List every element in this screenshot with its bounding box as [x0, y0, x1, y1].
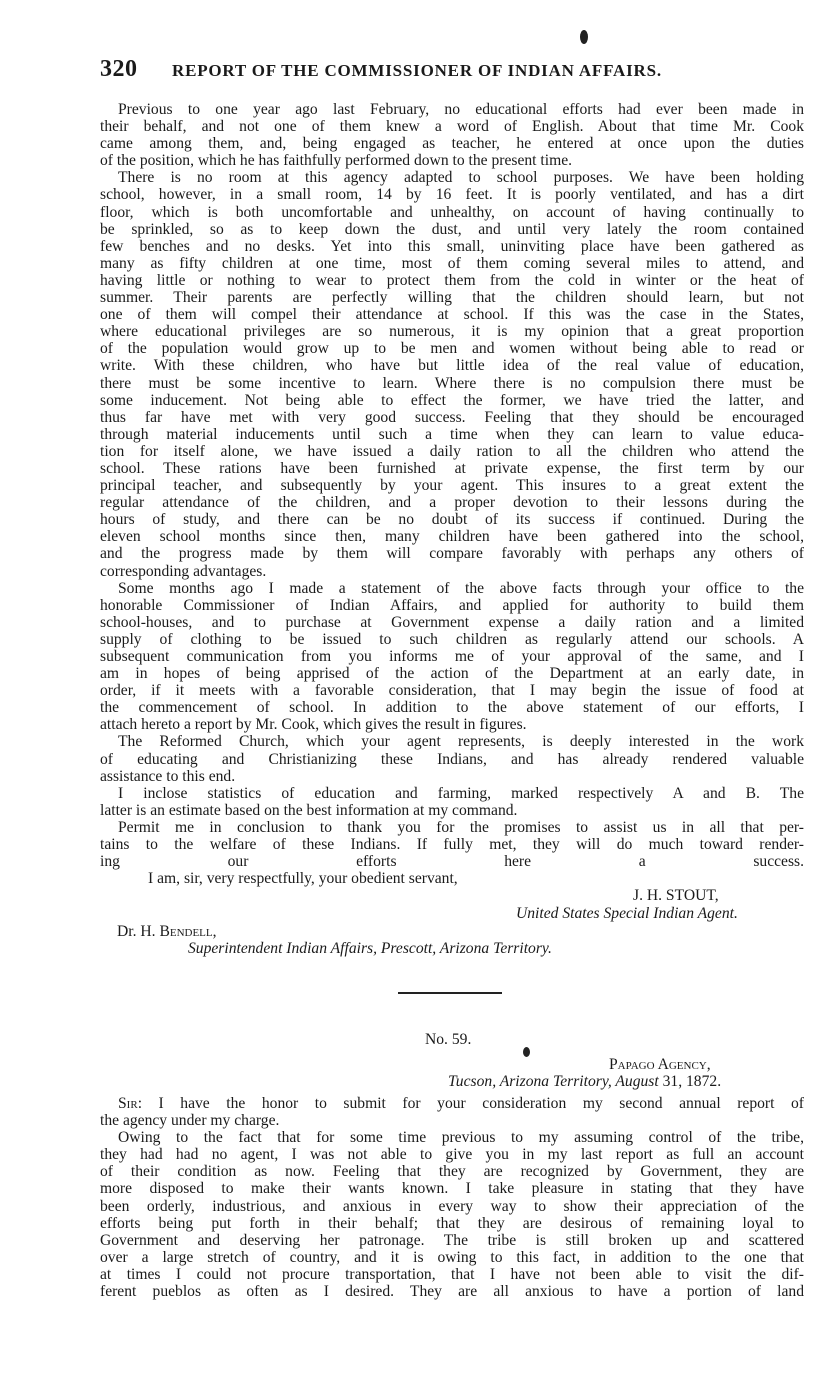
body-line: I am, sir, very respectfully, your obedient servant,: [148, 870, 458, 888]
body-line: hours of study, and there can be no doubt of its success if continued. During the: [100, 511, 804, 529]
body-line: supply of clothing to be issued to such children as regularly attend our schools. A: [100, 630, 804, 648]
body-line: been orderly, industrious, and anxious in every way to show their appreciation of the: [100, 1197, 804, 1215]
addressee-name-surname: Bendell,: [159, 923, 217, 940]
body-line: assistance to this end.: [100, 767, 236, 785]
body-line: Previous to one year ago last February, no educational efforts had ever been made in: [118, 101, 804, 118]
report-body-section1: [100, 101, 804, 887]
body-line: corresponding advantages.: [100, 562, 267, 580]
body-line: their behalf, and not one of them knew a word of English. About that time Mr. Cook: [100, 118, 804, 136]
salutation: Sir: [118, 1095, 138, 1112]
body-line: subsequent communication from you informs me of your approval of the same, and I: [100, 648, 804, 665]
body-line: order, if it meets with a favorable consideration, that I may begin the issue of food at: [100, 682, 804, 700]
report-body-section2: [100, 1095, 804, 1300]
body-line: summer. Their parents are perfectly willing that the children should learn, but not: [100, 289, 804, 307]
page-number: 320: [100, 56, 138, 82]
body-line: be sprinkled, so as to keep down the dust, and until very lately the room contained: [100, 220, 804, 238]
body-line: tion for itself alone, we have issued a daily ration to all the children who attend the: [100, 442, 804, 460]
body-line: came among them, and, being engaged as teacher, he entered at once upon the duties: [100, 135, 804, 153]
body-line: write. With these children, who have but little idea of the real value of education,: [100, 357, 804, 375]
body-line: school-houses, and to purchase at Government expense a daily ration and a limited: [100, 613, 804, 631]
body-line: There is no room at this agency adapted to school purposes. We have been holding: [118, 169, 804, 187]
body-line: of the population would grow up to be men and women without being able to read or: [100, 340, 804, 358]
body-line: efforts being put forth in their behalf; that they are desirous of remaining loyal to: [100, 1214, 804, 1232]
body-line: some inducement. Not being able to effect the former, we have tried the latter, and: [100, 391, 804, 409]
salutation-text: : I have the honor to submit for your consideration my second annual report of: [137, 1095, 804, 1112]
body-line: having little or nothing to wear to protect them from the cold in winter or the heat of: [100, 271, 804, 289]
body-line: The Reformed Church, which your agent represents, is deeply interested in the work: [118, 733, 804, 751]
body-line: floor, which is both uncomfortable and unhealthy, on account of having continually to: [100, 203, 804, 221]
body-line: many as fifty children at one time, most of them coming several miles to attend, and: [100, 254, 804, 272]
body-line: I inclose statistics of education and farming, marked respectively A and B. The: [118, 784, 804, 802]
body-line: and the progress made by them will compare favorably with perhaps any others of: [100, 545, 804, 563]
body-line: of the position, which he has faithfully performed down to the present time.: [100, 152, 573, 170]
body-line: [100, 1095, 804, 1112]
body-line: through material inducements until such a time when they can learn to value educa-: [100, 425, 804, 443]
running-head: REPORT OF THE COMMISSIONER OF INDIAN AFFAIRS.: [172, 61, 662, 80]
place-date-day: 31, 1872.: [658, 1073, 722, 1090]
body-line: the commencement of school. In addition to the above statement of our efforts, I: [100, 699, 804, 717]
document-number: No. 59.: [425, 1031, 472, 1048]
addressee-name: [117, 923, 217, 941]
body-line: they had had no agent, I was not able to give you in my last report as full an account: [100, 1146, 804, 1164]
body-line: school, however, in a small room, 14 by 16 feet. It is poorly ventilated, and has a dirt: [100, 186, 804, 204]
body-line: at times I could not procure transportation, that I have not been able to visit the dif-: [100, 1265, 804, 1283]
addressee-name-prefix: Dr. H.: [117, 923, 160, 940]
body-line: Owing to the fact that for some time previous to my assuming control of the tribe,: [118, 1129, 804, 1147]
body-line: tains to the welfare of these Indians. If fully met, they will do much toward render-: [100, 836, 804, 854]
body-line: school. These rations have been furnished at private expense, the first term by our: [100, 459, 804, 477]
body-line: regular attendance of the children, and a proper devotion to their lessons during the: [100, 494, 804, 512]
agency-name: Papago Agency,: [609, 1056, 711, 1073]
body-line: eleven school months since then, many children have been gathered into the school,: [100, 528, 804, 546]
body-line: one of them will compel their attendance at school. If this was the case in the States,: [100, 306, 804, 324]
body-line: there must be some incentive to learn. Where there is no compulsion there must be: [100, 374, 804, 392]
body-line: latter is an estimate based on the best information at my command.: [100, 801, 518, 819]
body-line: few benches and no desks. Yet into this small, uninviting place have been gathered as: [100, 237, 804, 255]
addressee-title: Superintendent Indian Affairs, Prescott, Arizona Territory.: [188, 940, 552, 957]
body-line: attach hereto a report by Mr. Cook, which gives the result in figures.: [100, 716, 527, 734]
body-line: Permit me in conclusion to thank you for the promises to assist us in all that per-: [118, 818, 804, 836]
body-line: of educating and Christianizing these Indians, and has already rendered valuable: [100, 750, 804, 768]
body-line: over a large stretch of country, and it is owing to this fact, in addition to the one that: [100, 1248, 804, 1266]
place-date-location: Tucson, Arizona Territory, August: [448, 1073, 659, 1090]
body-line: ing our efforts here a success.: [100, 853, 804, 871]
body-line: Some months ago I made a statement of the above facts through your office to the: [118, 579, 804, 597]
body-line: ferent pueblos as often as I desired. They are all anxious to have a portion of land: [100, 1283, 804, 1301]
signature-title: United States Special Indian Agent.: [516, 905, 738, 922]
body-line: honorable Commissioner of Indian Affairs, and applied for authority to build them: [100, 596, 804, 614]
section-divider: [398, 992, 502, 994]
body-line: thus far have met with very good success. Feeling that they should be encouraged: [100, 408, 804, 426]
ink-blot-mark: [580, 30, 588, 44]
body-line: the agency under my charge.: [100, 1112, 280, 1130]
body-line: where educational privileges are so numerous, it is my opinion that a great proportion: [100, 323, 804, 341]
body-line: am in hopes of being apprised of the action of the Department at an early date, in: [100, 665, 804, 683]
ink-blot-mark: [523, 1047, 530, 1057]
body-line: principal teacher, and subsequently by your agent. This insures to a great extent the: [100, 477, 804, 495]
place-date: [448, 1073, 721, 1091]
body-line: Government and deserving her patronage. The tribe is still broken up and scattered: [100, 1231, 804, 1249]
body-line: of their condition as now. Feeling that they are recognized by Government, they are: [100, 1163, 804, 1181]
page-header: [100, 56, 800, 86]
body-line: more disposed to make their wants known. I take pleasure in stating that they have: [100, 1180, 804, 1198]
signature-name: J. H. STOUT,: [633, 887, 719, 904]
